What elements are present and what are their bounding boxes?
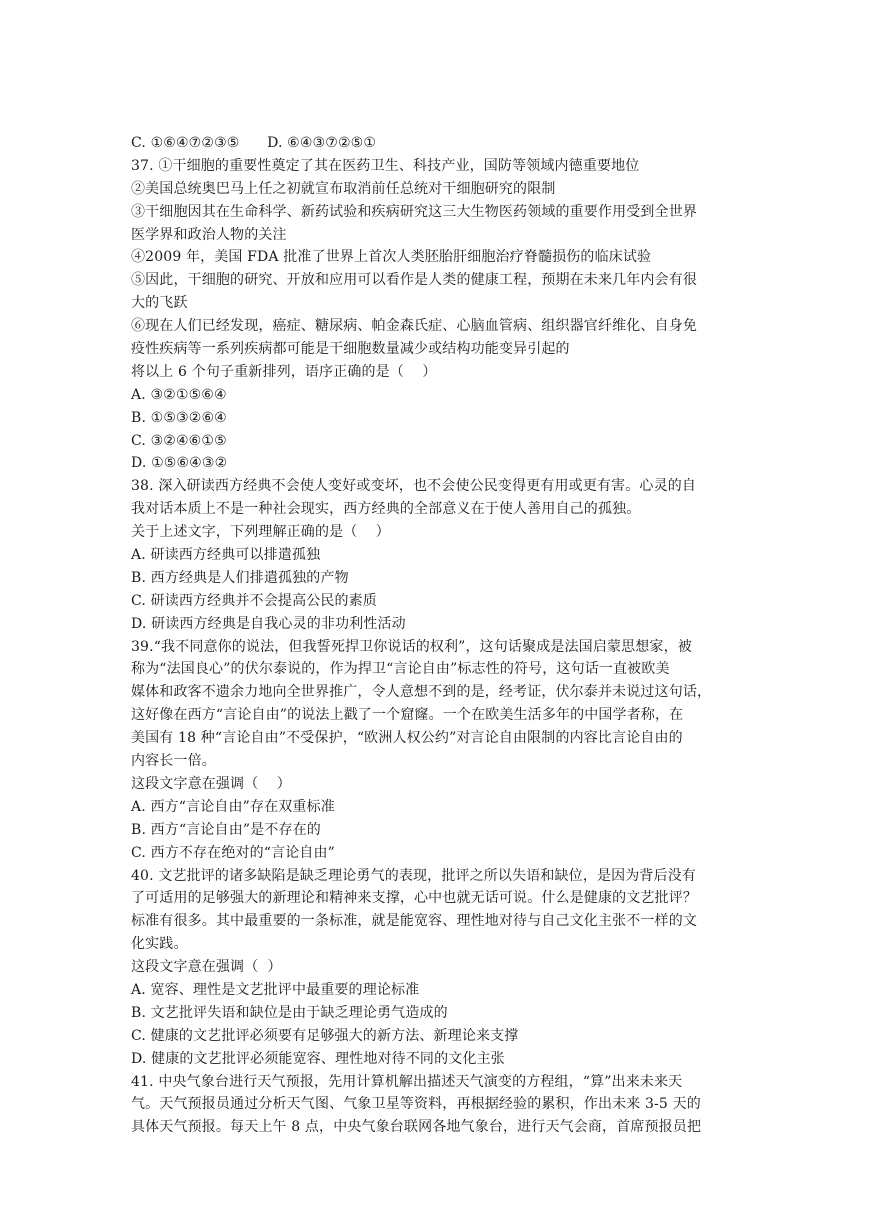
text-line: 了可适用的足够强大的新理论和精神来支撑，心中也就无话可说。什么是健康的文艺批评？: [131, 890, 697, 907]
text-line: 40. 文艺批评的诸多缺陷是缺乏理论勇气的表现，批评之所以失语和缺位，是因为背后没有: [131, 867, 697, 884]
text-line: 这好像在西方“言论自由”的说法上戳了一个窟窿。一个在欧美生活多年的中国学者称，在: [131, 707, 684, 724]
text-line: C. 研读西方经典并不会提高公民的素质: [131, 592, 377, 609]
text-line: 39.“我不同意你的说法，但我誓死捍卫你说话的权利”，这句话聚成是法国启蒙思想家，被: [131, 638, 692, 655]
text-line: 将以上 6 个句子重新排列，语序正确的是（ ）: [131, 363, 437, 380]
text-line: ④2009 年，美国 FDA 批准了世界上首次人类胚胎肝细胞治疗脊髓损伤的临床试验: [131, 249, 652, 266]
text-line: 大的飞跃: [131, 295, 188, 312]
text-line: 这段文字意在强调（ ）: [131, 959, 282, 976]
text-line: C. ③②④⑥①⑤: [131, 432, 227, 449]
text-line: 41. 中央气象台进行天气预报，先用计算机解出描述天气演变的方程组，“算”出来未来天: [131, 1073, 683, 1090]
text-line: 化实践。: [131, 936, 188, 953]
text-line: ⑥现在人们已经发现，癌症、糖尿病、帕金森氏症、心脑血管病、组织器官纤维化、自身免: [131, 318, 697, 335]
text-line: 37. ①干细胞的重要性奠定了其在医药卫生、科技产业，国防等领域内德重要地位: [131, 157, 640, 174]
text-line: ⑤因此，干细胞的研究、开放和应用可以看作是人类的健康工程，预期在未来几年内会有很: [131, 272, 697, 289]
text-line: C. 西方不存在绝对的“言论自由”: [131, 844, 335, 861]
text-line: 疫性疾病等一系列疾病都可能是干细胞数量减少或结构功能变异引起的: [131, 341, 570, 358]
text-line: ③干细胞因其在生命科学、新药试验和疾病研究这三大生物医药领域的重要作用受到全世界: [131, 203, 697, 220]
text-line: 美国有 18 种“言论自由”不受保护，“欧洲人权公约”对言论自由限制的内容比言论自由的: [131, 730, 683, 747]
text-line: A. 西方“言论自由”存在双重标准: [131, 798, 335, 815]
text-line: 称为“法国良心”的伏尔泰说的，作为捍卫“言论自由”标志性的符号，这句话一直被欧美: [131, 661, 670, 678]
text-line: D. 研读西方经典是自我心灵的非功利性活动: [131, 615, 406, 632]
text-line: 气。天气预报员通过分析天气图、气象卫星等资料，再根据经验的累积，作出未来 3-5 天的: [131, 1096, 701, 1113]
text-line: B. 西方“言论自由”是不存在的: [131, 821, 321, 838]
text-line: B. 西方经典是人们排遣孤独的产物: [131, 569, 349, 586]
text-line: 医学界和政治人物的关注: [131, 226, 287, 243]
text-line: 关于上述文字，下列理解正确的是（ ）: [131, 524, 390, 541]
text-line: A. 研读西方经典可以排遣孤独: [131, 547, 321, 564]
text-line: A. ③②①⑤⑥④: [131, 386, 227, 403]
text-line: A. 宽容、理性是文艺批评中最重要的理论标准: [131, 981, 420, 998]
text-line: ②美国总统奥巴马上任之初就宣布取消前任总统对干细胞研究的限制: [131, 180, 556, 197]
text-line: C. 健康的文艺批评必须要有足够强大的新方法、新理论来支撑: [131, 1027, 519, 1044]
text-line: 这段文字意在强调（ ）: [131, 775, 291, 792]
text-line: 具体天气预报。每天上午 8 点，中央气象台联网各地气象台，进行天气会商，首席预报员把: [131, 1119, 702, 1136]
text-line: 媒体和政客不遗余力地向全世界推广，令人意想不到的是，经考证，伏尔泰并未说过这句话，: [131, 684, 712, 701]
text-line: 内容长一倍。: [131, 753, 216, 770]
text-line: B. ①⑤③②⑥④: [131, 409, 227, 426]
text-line: 标准有很多。其中最重要的一条标准，就是能宽容、理性地对待与自己文化主张不一样的文: [131, 913, 697, 930]
text-line: D. 健康的文艺批评必须能宽容、理性地对待不同的文化主张: [131, 1050, 505, 1067]
text-line: D. ①⑤⑥④③②: [131, 455, 228, 472]
text-line: B. 文艺批评失语和缺位是由于缺乏理论勇气造成的: [131, 1004, 448, 1021]
text-line: 我对话本质上不是一种社会现实，西方经典的全部意义在于使人善用自己的孤独。: [131, 501, 641, 518]
text-line: C. ①⑥④⑦②③⑤ D. ⑥④③⑦②⑤①: [131, 135, 377, 151]
text-line: 38. 深入研读西方经典不会使人变好或变坏，也不会使公民变得更有用或更有害。心灵的自: [131, 478, 697, 495]
document-body: [131, 132, 741, 1139]
